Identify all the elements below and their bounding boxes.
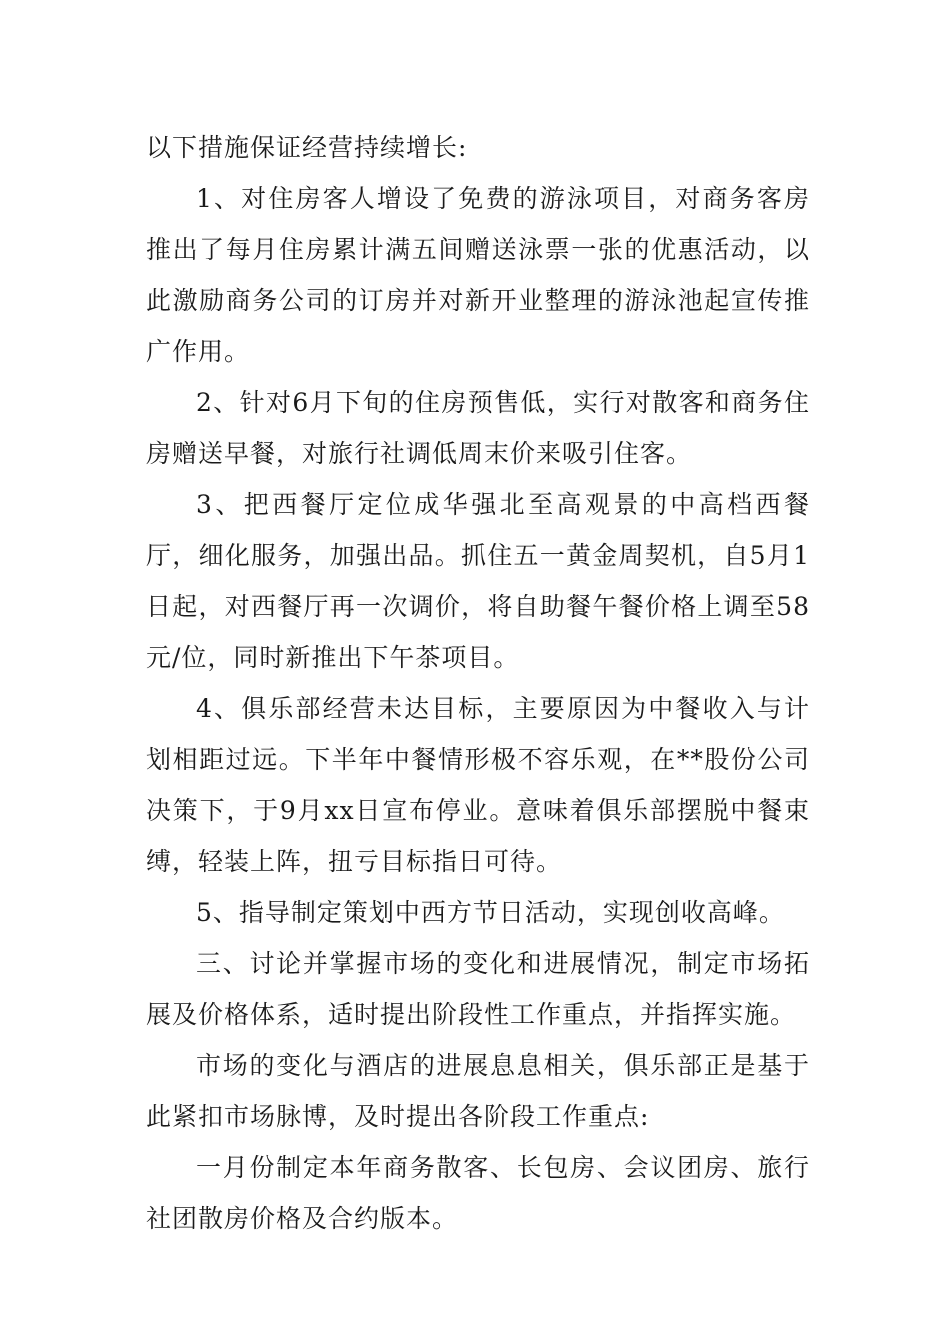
paragraph: 4、俱乐部经营未达目标，主要原因为中餐收入与计划相距过远。下半年中餐情形极不容乐观，在**股份公司决策下，于9月xx日宣布停业。意味着俱乐部摆脱中餐束缚，轻装上阵，扭亏目标指日可待。 xyxy=(146,694,810,876)
paragraph: 2、针对6月下旬的住房预售低，实行对散客和商务住房赠送早餐，对旅行社调低周末价来吸引住客。 xyxy=(146,388,810,468)
paragraph: 3、把西餐厅定位成华强北至高观景的中高档西餐厅，细化服务，加强出品。抓住五一黄金周契机，自5月1日起，对西餐厅再一次调价，将自助餐午餐价格上调至58元/位，同时新推出下午茶项目。 xyxy=(146,490,810,672)
paragraph: 以下措施保证经营持续增长: xyxy=(146,133,468,162)
paragraph: 1、对住房客人增设了免费的游泳项目，对商务客房推出了每月住房累计满五间赠送泳票一张的优惠活动，以此激励商务公司的订房并对新开业整理的游泳池起宣传推广作用。 xyxy=(146,184,810,366)
paragraph: 5、指导制定策划中西方节日活动，实现创收高峰。 xyxy=(196,898,785,927)
document-body xyxy=(146,122,810,1244)
paragraph: 一月份制定本年商务散客、长包房、会议团房、旅行社团散房价格及合约版本。 xyxy=(146,1153,810,1233)
section-heading: 三、讨论并掌握市场的变化和进展情况，制定市场拓展及价格体系，适时提出阶段性工作重点，并指挥实施。 xyxy=(146,949,810,1029)
paragraph: 市场的变化与酒店的进展息息相关，俱乐部正是基于此紧扣市场脉博，及时提出各阶段工作重点: xyxy=(146,1051,810,1131)
